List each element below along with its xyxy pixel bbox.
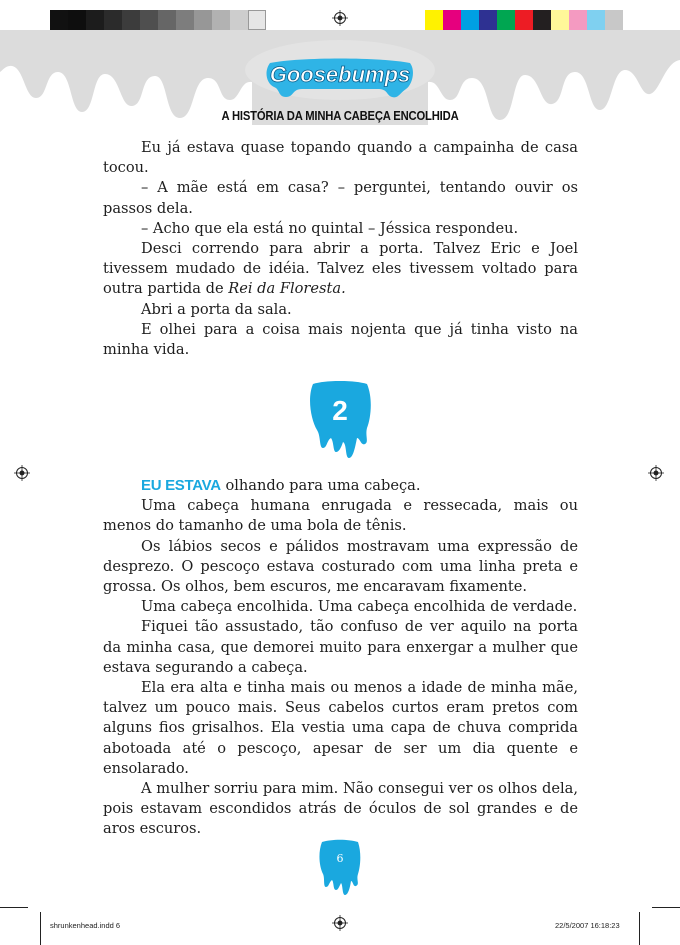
registration-mark-icon: [648, 465, 664, 481]
registration-mark-icon: [332, 10, 348, 26]
crop-mark: [40, 912, 41, 945]
paragraph: Eu já estava quase topando quando a campainha de casa tocou.: [103, 139, 578, 177]
logo-text: Goosebumps: [269, 62, 411, 87]
section-2-text: [103, 476, 578, 840]
chapter-number: 2: [332, 395, 348, 426]
page-number: 6: [336, 852, 344, 865]
paragraph: – A mãe está em casa? – perguntei, tentando ouvir os passos dela.: [103, 179, 578, 217]
slug-file-name: shrunkenhead.indd 6: [50, 921, 121, 930]
paragraph: Ela era alta e tinha mais ou menos a idade de minha mãe, talvez um pouco mais. Seus cabelos curtos eram pretos com alguns fios grisalhos. Ela vestia uma capa de chuva comprida abotoada até o pescoço, apesar de ser um dia quente e ensolarado.: [103, 679, 578, 777]
crop-mark: [0, 907, 28, 908]
goosebumps-logo: [260, 55, 420, 101]
paragraph: Uma cabeça humana enrugada e ressecada, mais ou menos do tamanho de uma bola de tênis.: [103, 497, 578, 535]
paragraph: A mulher sorriu para mim. Não consegui ver os olhos dela, pois estavam escondidos atrás de óculos de sol grandes e de aros escuros.: [103, 780, 578, 838]
registration-mark-icon: [14, 465, 30, 481]
chapter-opening-words: EU ESTAVA: [141, 477, 221, 494]
paragraph: [103, 476, 578, 496]
book-title: A HISTÓRIA DA MINHA CABEÇA ENCOLHIDA: [221, 109, 459, 123]
page-number-badge: [318, 838, 362, 896]
crop-mark: [652, 907, 680, 908]
paragraph: E olhei para a coisa mais nojenta que já tinha visto na minha vida.: [103, 320, 578, 359]
paragraph-text: Desci correndo para abrir a porta. Talvez Eric e Joel tivessem mudado de idéia. Talvez eles tivessem voltado para outra partida de: [103, 240, 578, 298]
cmyk-color-bar: [425, 10, 623, 30]
crop-mark: [639, 912, 640, 945]
chapter-number-badge: [305, 378, 375, 460]
grayscale-color-bar: [50, 10, 266, 30]
slug-date-time: 22/5/2007 16:18:23: [555, 921, 620, 930]
paragraph: Fiquei tão assustado, tão confuso de ver aquilo na porta da minha casa, que demorei muito para enxergar a mulher que estava segurando a cabeça.: [103, 618, 578, 676]
paragraph: Os lábios secos e pálidos mostravam uma expressão de desprezo. O pescoço estava costurado com uma linha preta e grossa. Os olhos, bem escuros, me encaravam fixamente.: [103, 537, 578, 596]
section-1-text: [103, 138, 578, 360]
paragraph-text: olhando para uma cabeça.: [220, 477, 421, 494]
paragraph: Uma cabeça encolhida. Uma cabeça encolhida de verdade.: [141, 598, 578, 616]
paragraph: [103, 239, 578, 300]
paragraph: – Acho que ela está no quintal – Jéssica respondeu.: [141, 219, 519, 237]
registration-mark-icon: [332, 915, 348, 931]
paragraph: Abri a porta da sala.: [141, 300, 292, 318]
book-title-italic: Rei da Floresta.: [228, 280, 346, 298]
